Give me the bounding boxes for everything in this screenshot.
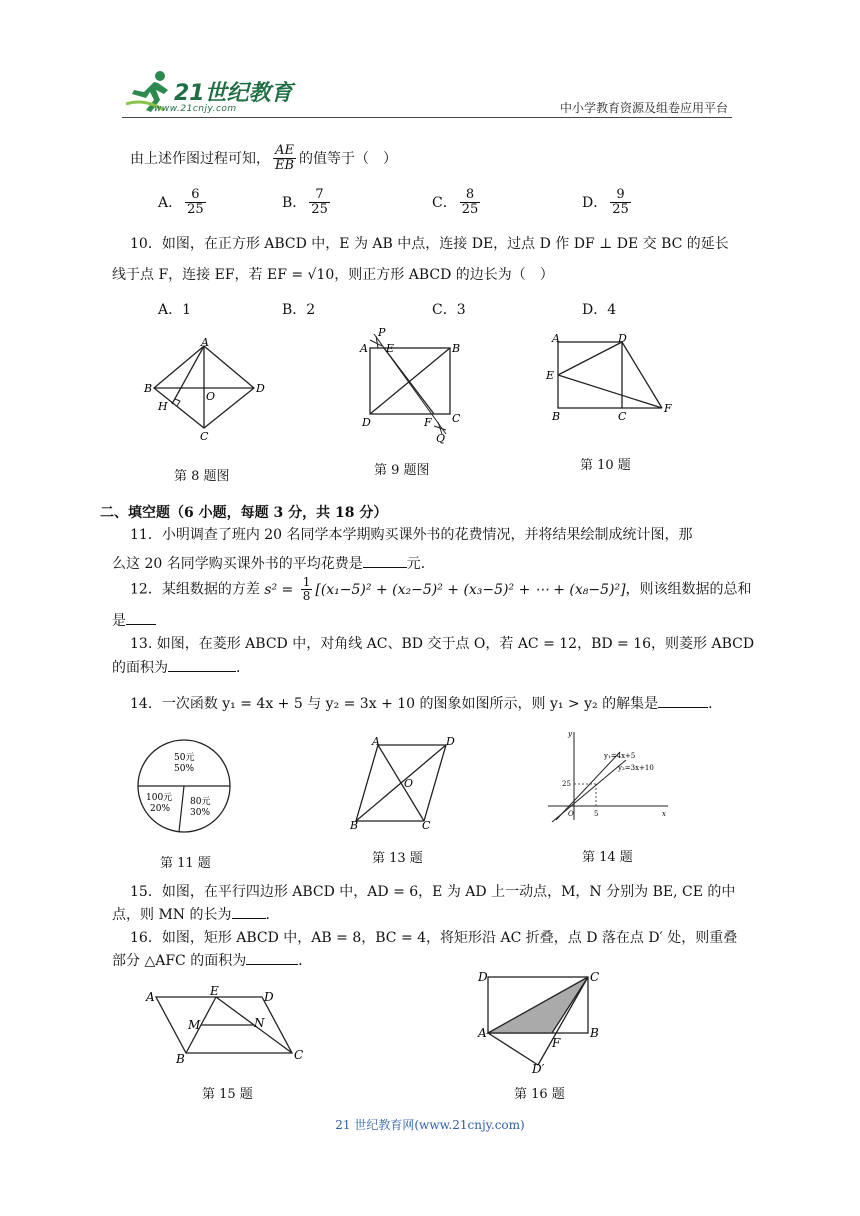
- q9-option-b: B． $\frac{7}{25}$: [282, 187, 328, 218]
- q14-answer-blank: [658, 707, 708, 708]
- q10-line1: 10．如图，在正方形 ABCD 中，E 为 AB 中点，连接 DE，过点 D 作 DF ⊥ DE 交 BC 的延长: [130, 236, 729, 252]
- svg-text:B: B: [144, 382, 153, 395]
- figure-q9: [354, 326, 474, 444]
- q11-line2: 么这 20 名同学购买课外书的平均花费是 元．: [112, 556, 435, 572]
- q16-line2: 部分 △AFC 的面积为 ．: [112, 953, 313, 969]
- svg-text:C: C: [422, 819, 431, 831]
- svg-text:D: D: [446, 735, 455, 748]
- figure-q13: [342, 735, 460, 831]
- q15-line2: 点，则 MN 的长为 ．: [112, 907, 280, 923]
- q9-fraction: $\frac{AE}{EB}$: [275, 143, 295, 174]
- svg-text:D: D: [362, 416, 371, 429]
- svg-text:C: C: [618, 410, 627, 423]
- svg-text:A: A: [360, 342, 368, 355]
- svg-text:E: E: [546, 369, 555, 382]
- svg-text:A: A: [201, 338, 209, 349]
- figure-q8: [140, 338, 270, 443]
- svg-text:B: B: [452, 342, 461, 355]
- q11-line1: 11．小明调查了班内 20 名同学本学期购买课外书的花费情况，并将结果绘制成统计图，那: [130, 527, 693, 543]
- q14-line1: 14．一次函数 y₁ = 4x + 5 与 y₂ = 3x + 10 的图象如图所示，则 y₁ > y₂ 的解集是 ．: [130, 696, 723, 712]
- svg-text:50%: 50%: [174, 764, 195, 774]
- svg-text:D′: D′: [532, 1062, 545, 1076]
- svg-text:y: y: [568, 730, 572, 738]
- header-rule: [122, 117, 732, 118]
- svg-text:D: D: [264, 990, 274, 1004]
- svg-text:25: 25: [562, 780, 571, 788]
- figure-q11-pie: [136, 738, 236, 836]
- svg-text:A: A: [552, 332, 560, 345]
- figure-q14-graph: [544, 728, 674, 824]
- svg-text:C: C: [452, 412, 461, 425]
- q13-line1: 13. 如图，在菱形 ABCD 中，对角线 AC、BD 交于点 O，若 AC = 12，BD = 16，则菱形 ABCD: [130, 636, 755, 652]
- svg-text:Q: Q: [436, 432, 446, 444]
- q9-stem: 由上述作图过程可知， $\frac{AE}{EB}$ 的值等于（ ）: [130, 143, 398, 174]
- q16-line1: 16．如图，矩形 ABCD 中，AB = 8，BC = 4，将矩形沿 AC 折叠，点 D 落在点 D′ 处，则重叠: [130, 930, 738, 946]
- q15-line1: 15．如图，在平行四边形 ABCD 中，AD = 6，E 为 AD 上一动点，M，N 分别为 BE, CE 的中: [130, 884, 736, 900]
- svg-text:F: F: [552, 1036, 561, 1050]
- svg-text:x: x: [662, 810, 666, 818]
- caption-q11: 第 11 题: [160, 856, 211, 871]
- svg-text:H: H: [158, 400, 168, 413]
- caption-q16: 第 16 题: [514, 1087, 565, 1102]
- svg-text:P: P: [378, 326, 386, 339]
- q10-line2: 线于点 F，连接 EF，若 EF = √10，则正方形 ABCD 的边长为（ ）: [112, 267, 554, 283]
- svg-text:O: O: [568, 810, 574, 818]
- logo-text: 21世纪教育: [174, 81, 293, 106]
- caption-q10: 第 10 题: [580, 458, 631, 473]
- svg-text:A: A: [372, 735, 380, 748]
- caption-q13: 第 13 题: [372, 851, 423, 866]
- svg-text:B: B: [176, 1052, 185, 1065]
- svg-text:F: F: [664, 402, 672, 415]
- q12-answer-blank: [126, 624, 156, 625]
- svg-text:C: C: [200, 430, 209, 443]
- svg-text:C: C: [590, 970, 600, 984]
- svg-text:30%: 30%: [190, 808, 211, 818]
- q13-answer-blank: [168, 671, 236, 672]
- figure-q16: [476, 965, 606, 1077]
- section2-title: 二、填空题（6 小题，每题 3 分，共 18 分）: [100, 505, 388, 521]
- caption-q8: 第 8 题图: [174, 469, 230, 484]
- q16-answer-blank: [246, 964, 298, 965]
- line-label-y2: y₂=3x+10: [618, 764, 654, 772]
- svg-text:D: D: [618, 332, 627, 345]
- q10-option-d: D．4: [582, 302, 617, 318]
- svg-text:B: B: [350, 819, 359, 831]
- svg-text:5: 5: [594, 810, 599, 818]
- variance-formula: s² = $\frac{1}{8}$ [(x₁−5)² + (x₂−5)² + (x₃−5)² + ⋯ + (x₈−5)²]: [264, 575, 626, 604]
- q9-option-a: A． $\frac{6}{25}$: [158, 187, 204, 218]
- q11-answer-blank: [363, 567, 407, 568]
- pie-label-80: 80元: [190, 797, 211, 807]
- svg-text:E: E: [386, 342, 395, 355]
- figure-q10: [544, 332, 674, 427]
- q10-option-b: B．2: [282, 302, 316, 318]
- svg-text:O: O: [404, 777, 414, 790]
- svg-text:D: D: [478, 970, 488, 984]
- q12-line1: 12．某组数据的方差 s² = $\frac{1}{8}$ [(x₁−5)² + (x₂−5)² + (x₃−5)² + ⋯ + (x₈−5)²]，则该组数据的总和: [130, 575, 752, 604]
- platform-name: 中小学教育资源及组卷应用平台: [560, 101, 729, 115]
- svg-text:B: B: [590, 1026, 599, 1040]
- footer: 21 世纪教育网(www.21cnjy.com): [335, 1118, 525, 1132]
- caption-q9: 第 9 题图: [374, 463, 430, 478]
- svg-text:F: F: [424, 416, 432, 429]
- q12-line2: 是: [112, 610, 156, 630]
- caption-q14: 第 14 题: [582, 850, 633, 865]
- figure-q15: [142, 985, 308, 1065]
- caption-q15: 第 15 题: [202, 1087, 253, 1102]
- q9-option-d: D． $\frac{9}{25}$: [582, 187, 629, 218]
- q13-line2: 的面积为 ．: [112, 660, 250, 676]
- q10-option-a: A．1: [158, 302, 192, 318]
- q9-option-c: C． $\frac{8}{25}$: [432, 187, 479, 218]
- svg-text:M: M: [188, 1018, 201, 1032]
- svg-text:O: O: [206, 390, 216, 403]
- header-logo: [124, 70, 299, 116]
- svg-text:N: N: [254, 1016, 265, 1030]
- svg-text:A: A: [146, 990, 155, 1004]
- svg-text:D: D: [256, 382, 265, 395]
- svg-text:A: A: [478, 1026, 487, 1040]
- svg-text:E: E: [210, 985, 219, 998]
- pie-label-50: 50元: [174, 753, 195, 763]
- svg-text:20%: 20%: [150, 804, 171, 814]
- logo-url: www.21cnjy.com: [154, 104, 237, 114]
- svg-text:B: B: [552, 410, 561, 423]
- q10-option-c: C．3: [432, 302, 466, 318]
- pie-label-100: 100元: [146, 793, 173, 803]
- q15-answer-blank: [232, 918, 266, 919]
- line-label-y1: y₁=4x+5: [604, 752, 636, 760]
- svg-text:C: C: [294, 1048, 304, 1062]
